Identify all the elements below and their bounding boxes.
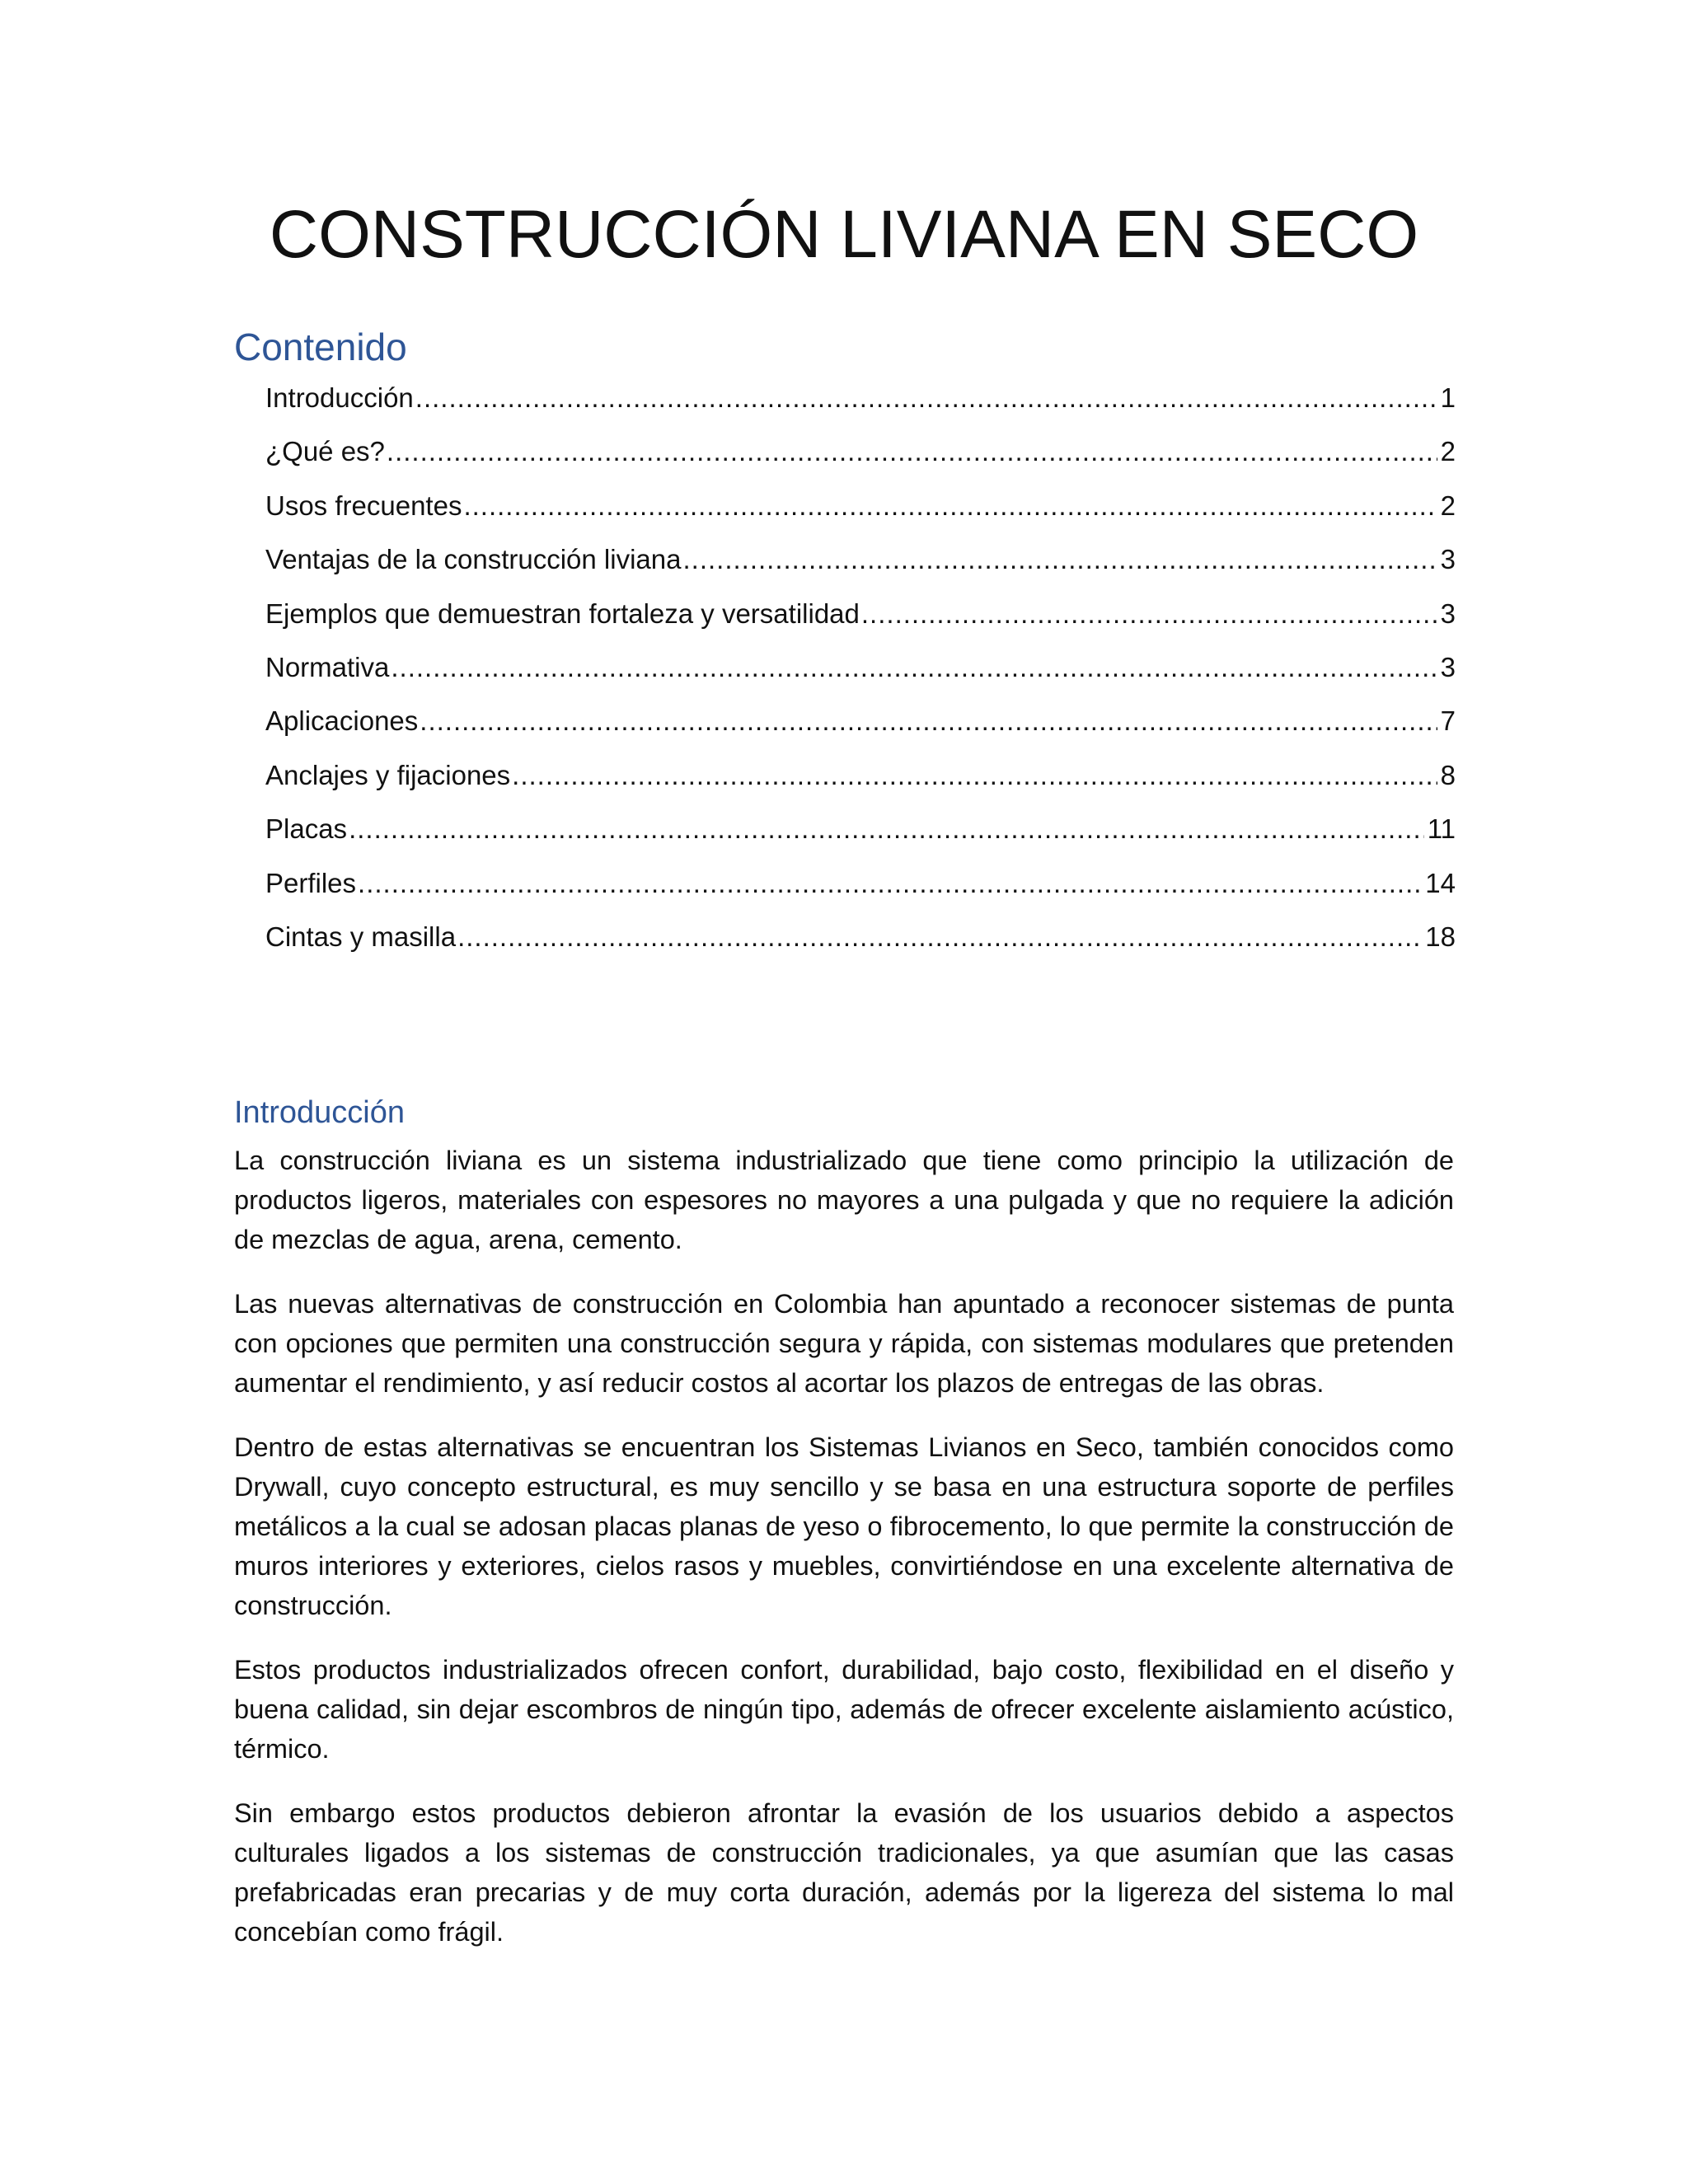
paragraph: La construcción liviana es un sistema industrializado que tiene como principio la utilización de productos ligeros, materiales con espesores no mayores a una pulgada y que no requiere la adición de mezclas de agua, arena, cemento. bbox=[234, 1146, 1454, 1254]
toc-heading: Contenido bbox=[234, 326, 407, 368]
introduction-body bbox=[234, 1141, 1454, 1976]
toc-entry-page: 8 bbox=[1440, 759, 1456, 790]
toc-entry-page: 3 bbox=[1440, 544, 1456, 575]
toc-dot-leader bbox=[457, 916, 1422, 958]
paragraph: Dentro de estas alternativas se encuentran los Sistemas Livianos en Seco, también conocidos como Drywall, cuyo concepto estructural, es muy sencillo y se basa en una estructura soporte de perfiles metálicos a la cual se adosan placas planas de yeso o fibrocemento, lo que permite la construcción de muros interiores y exteriores, cielos rasos y muebles, convirtiéndose en una excelente alternativa de construcción. bbox=[234, 1432, 1454, 1620]
toc-entry-label: Placas bbox=[265, 813, 348, 845]
toc-entry-usos-frecuentes[interactable] bbox=[265, 485, 1456, 539]
paragraph: Las nuevas alternativas de construcción en Colombia han apuntado a reconocer sistemas de punta con opciones que permiten una construcción segura y rápida, con sistemas modulares que pretenden aumentar el rendimiento, y así reducir costos al acortar los plazos de entregas de las obras. bbox=[234, 1289, 1454, 1398]
toc-entry-page: 11 bbox=[1427, 813, 1456, 845]
toc-entry-page: 18 bbox=[1425, 921, 1456, 952]
toc-entry-label: Perfiles bbox=[265, 867, 357, 898]
toc-entry-normativa[interactable] bbox=[265, 647, 1456, 701]
table-of-contents bbox=[265, 377, 1456, 970]
toc-entry-que-es[interactable] bbox=[265, 431, 1456, 485]
toc-dot-leader bbox=[387, 431, 1437, 472]
toc-entry-page: 7 bbox=[1440, 705, 1456, 737]
toc-entry-page: 14 bbox=[1425, 867, 1456, 898]
toc-dot-leader bbox=[463, 485, 1437, 527]
paragraph: Estos productos industrializados ofrecen confort, durabilidad, bajo costo, flexibilidad en el diseño y buena calidad, sin dejar escombros de ningún tipo, además de ofrecer excelente aislamiento acústico, térmico. bbox=[234, 1655, 1454, 1764]
toc-entry-aplicaciones[interactable] bbox=[265, 701, 1456, 754]
toc-dot-leader bbox=[415, 377, 1437, 419]
toc-entry-placas[interactable] bbox=[265, 808, 1456, 862]
section-heading-introduccion: Introducción bbox=[234, 1095, 406, 1130]
toc-entry-page: 2 bbox=[1440, 490, 1456, 521]
toc-dot-leader bbox=[358, 863, 1422, 904]
toc-entry-label: ¿Qué es? bbox=[265, 436, 385, 467]
toc-entry-page: 3 bbox=[1440, 651, 1456, 682]
toc-entry-label: Ventajas de la construcción liviana bbox=[265, 544, 682, 575]
toc-dot-leader bbox=[682, 539, 1437, 580]
toc-entry-label: Normativa bbox=[265, 651, 390, 682]
document-title: CONSTRUCCIÓN LIVIANA EN SECO bbox=[269, 197, 1419, 272]
toc-dot-leader bbox=[349, 808, 1424, 850]
toc-entry-label: Anclajes y fijaciones bbox=[265, 759, 511, 790]
toc-entry-page: 3 bbox=[1440, 598, 1456, 629]
toc-entry-label: Introducción bbox=[265, 382, 414, 413]
toc-dot-leader bbox=[420, 701, 1437, 742]
toc-entry-perfiles[interactable] bbox=[265, 863, 1456, 916]
toc-dot-leader bbox=[861, 593, 1437, 635]
toc-dot-leader bbox=[391, 647, 1437, 688]
toc-dot-leader bbox=[512, 755, 1437, 796]
toc-entry-ventajas[interactable] bbox=[265, 539, 1456, 593]
paragraph: Sin embargo estos productos debieron afrontar la evasión de los usuarios debido a aspectos culturales ligados a los sistemas de construcción tradicionales, ya que asumían que las casas prefabricadas eran precarias y de muy corta duración, además por la ligereza del sistema lo mal concebían como frágil. bbox=[234, 1798, 1454, 1947]
toc-entry-label: Ejemplos que demuestran fortaleza y versatilidad bbox=[265, 598, 860, 629]
toc-entry-page: 1 bbox=[1440, 382, 1456, 413]
toc-entry-label: Usos frecuentes bbox=[265, 490, 462, 521]
toc-entry-page: 2 bbox=[1440, 436, 1456, 467]
toc-entry-cintas[interactable] bbox=[265, 916, 1456, 970]
toc-entry-introduccion[interactable] bbox=[265, 377, 1456, 431]
toc-entry-label: Cintas y masilla bbox=[265, 921, 457, 952]
toc-entry-anclajes[interactable] bbox=[265, 755, 1456, 808]
toc-entry-ejemplos[interactable] bbox=[265, 593, 1456, 647]
toc-entry-label: Aplicaciones bbox=[265, 705, 419, 737]
